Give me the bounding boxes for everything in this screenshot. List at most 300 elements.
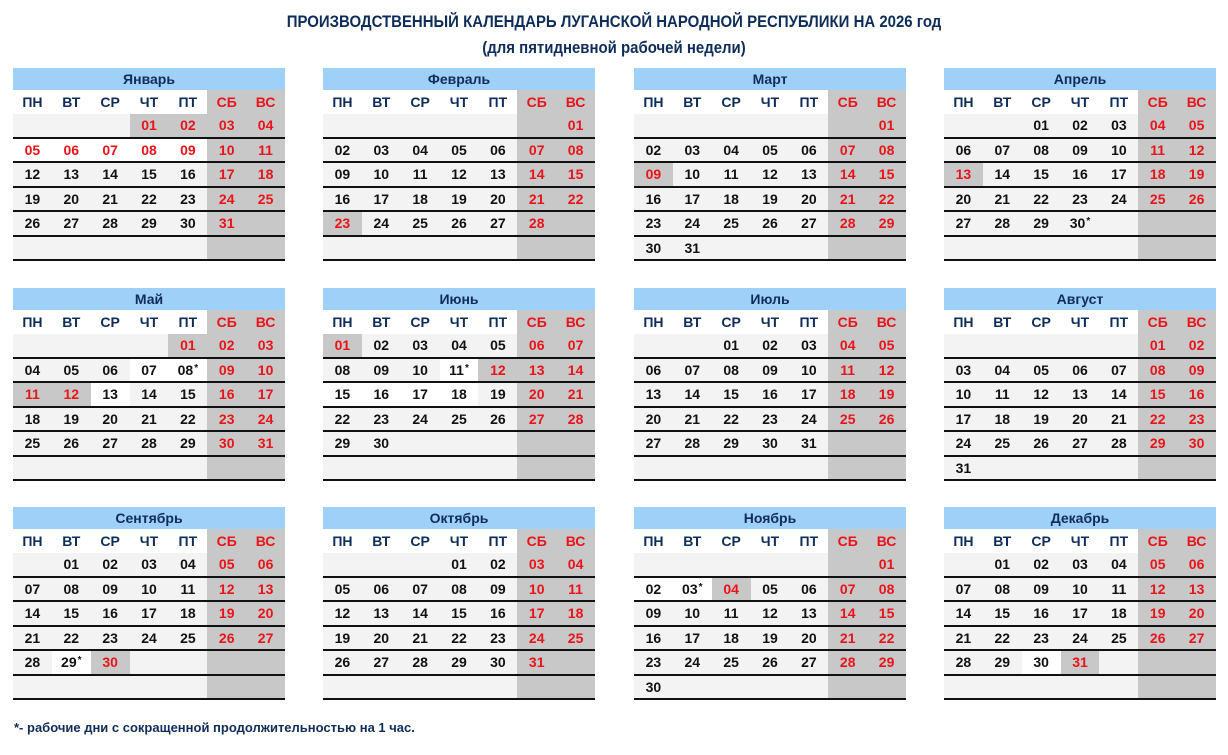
day-cell: 26 xyxy=(867,408,906,431)
day-cell: 10 xyxy=(207,139,246,162)
day-cell: 10 xyxy=(412,361,428,378)
empty-cell xyxy=(1099,676,1138,699)
day-cell: 30 xyxy=(645,239,662,256)
day-cell: 15 xyxy=(323,383,362,406)
week-row xyxy=(944,237,1216,262)
weekday-label: ПН xyxy=(953,533,974,549)
day-cell: 05 xyxy=(490,337,506,353)
empty-cell xyxy=(1099,237,1138,260)
day-cell: 18 xyxy=(412,190,428,207)
day-cell: 28 xyxy=(1111,435,1127,451)
day-cell: 01 xyxy=(130,114,169,137)
empty-cell xyxy=(207,651,246,674)
day-cell: 09 xyxy=(1177,359,1216,382)
day-cell: 30 xyxy=(1022,651,1061,674)
empty-cell xyxy=(944,237,983,260)
weekday-label: ПТ xyxy=(1109,533,1129,549)
day-cell: 15 xyxy=(994,605,1011,621)
weekday-label: СР xyxy=(721,314,741,330)
day-cell: 08 xyxy=(867,578,906,601)
day-cell: 02 xyxy=(645,141,662,158)
day-cell: 19 xyxy=(334,629,351,646)
week-row xyxy=(13,432,285,457)
empty-cell xyxy=(130,334,169,357)
week-row xyxy=(944,553,1216,578)
day-cell: 07 xyxy=(994,141,1011,158)
day-cell: 16 xyxy=(362,383,401,406)
weekday-label: СБ xyxy=(207,310,246,334)
day-cell: 21 xyxy=(828,188,867,211)
day-cell: 23 xyxy=(1177,408,1216,431)
weekday-label: СР xyxy=(100,314,120,330)
day-cell: 28 xyxy=(828,212,867,235)
day-cell: 13 xyxy=(1177,578,1216,601)
empty-cell xyxy=(168,651,207,674)
weekday-label: ВТ xyxy=(683,94,702,110)
day-cell: 06 xyxy=(102,361,118,378)
day-cell: 05 xyxy=(762,580,778,597)
empty-cell xyxy=(1138,212,1177,235)
weekday-label: ВС xyxy=(867,529,906,553)
day-cell: 23 xyxy=(645,215,662,231)
day-cell: 29 xyxy=(141,215,157,231)
weekday-label: ПН xyxy=(643,533,664,549)
week-row xyxy=(634,651,906,676)
day-cell: 12 xyxy=(762,166,778,182)
month-block xyxy=(634,68,906,261)
weekday-label: ПТ xyxy=(1109,94,1129,110)
day-cell: 13 xyxy=(801,166,817,182)
day-cell: 02 xyxy=(1033,556,1049,572)
weekday-label: ПТ xyxy=(178,94,198,110)
day-cell: 06 xyxy=(1177,553,1216,576)
weekday-label: ВТ xyxy=(62,533,81,549)
day-cell: 18 xyxy=(24,410,41,427)
day-cell: 08 xyxy=(451,580,467,597)
day-cell: 17 xyxy=(684,629,701,646)
empty-cell xyxy=(1177,457,1216,480)
weekday-label: ЧТ xyxy=(760,94,780,110)
day-cell: 22 xyxy=(141,190,157,207)
month-block xyxy=(323,68,595,261)
empty-cell xyxy=(673,114,712,137)
short-day-marker: * xyxy=(698,581,703,593)
day-cell: 07 xyxy=(517,139,556,162)
day-cell: 11* xyxy=(440,359,479,382)
day-cell: 29 xyxy=(451,654,467,670)
empty-cell xyxy=(789,114,828,137)
day-cell: 17 xyxy=(373,190,390,207)
day-cell: 03* xyxy=(673,578,712,601)
day-cell: 20 xyxy=(490,190,506,207)
day-cell: 11 xyxy=(1138,139,1177,162)
empty-cell xyxy=(440,114,479,137)
day-cell: 18 xyxy=(994,410,1011,427)
day-cell: 24 xyxy=(207,188,246,211)
day-cell: 05 xyxy=(334,580,351,597)
week-row xyxy=(13,334,285,359)
day-cell: 25 xyxy=(994,435,1011,451)
day-cell: 23 xyxy=(323,212,362,235)
day-cell: 05 xyxy=(1138,553,1177,576)
week-row xyxy=(323,408,595,433)
empty-cell xyxy=(440,432,479,455)
day-cell: 08 xyxy=(63,580,80,597)
week-row xyxy=(323,359,595,384)
day-cell: 14 xyxy=(828,602,867,625)
day-cell: 23 xyxy=(373,410,390,427)
day-cell: 21 xyxy=(556,383,595,406)
weekday-label: СР xyxy=(1031,94,1051,110)
empty-cell xyxy=(634,553,673,576)
empty-cell xyxy=(401,457,440,480)
weekday-label: ЧТ xyxy=(449,533,469,549)
week-row xyxy=(944,114,1216,139)
empty-cell xyxy=(440,237,479,260)
empty-cell xyxy=(13,237,52,260)
week-row xyxy=(634,432,906,457)
day-cell: 11 xyxy=(180,580,196,597)
day-cell: 25 xyxy=(828,408,867,431)
week-row xyxy=(634,188,906,213)
empty-cell xyxy=(207,676,246,699)
week-row xyxy=(944,432,1216,457)
day-cell: 22 xyxy=(723,410,739,427)
day-cell: 30 xyxy=(1177,432,1216,455)
week-row xyxy=(634,359,906,384)
day-cell: 07 xyxy=(130,359,169,382)
day-cell: 14 xyxy=(141,386,157,402)
weekday-label: ПН xyxy=(22,533,43,549)
empty-cell xyxy=(168,457,207,480)
month-title: Январь xyxy=(13,68,285,90)
week-row xyxy=(944,359,1216,384)
day-cell: 06 xyxy=(517,334,556,357)
day-cell: 28 xyxy=(102,215,118,231)
weekday-header-row xyxy=(944,529,1216,553)
week-row xyxy=(944,383,1216,408)
day-cell: 19 xyxy=(762,629,778,646)
day-cell: 26 xyxy=(451,215,467,231)
day-cell: 30 xyxy=(91,651,130,674)
week-row xyxy=(944,212,1216,237)
day-cell: 13 xyxy=(944,163,983,186)
day-cell: 20 xyxy=(801,190,817,207)
day-cell: 27 xyxy=(517,408,556,431)
day-cell: 01 xyxy=(723,337,739,353)
empty-cell xyxy=(91,114,130,137)
week-row xyxy=(13,237,285,262)
day-cell: 07 xyxy=(412,580,428,597)
month-title: Ноябрь xyxy=(634,507,906,529)
day-cell: 29 xyxy=(180,435,196,451)
day-cell: 13 xyxy=(63,166,80,182)
empty-cell xyxy=(52,457,91,480)
empty-cell xyxy=(91,457,130,480)
week-row xyxy=(323,457,595,482)
day-cell: 27 xyxy=(1072,435,1088,451)
empty-cell xyxy=(751,237,790,260)
day-cell: 09 xyxy=(373,361,390,378)
weekday-label: СР xyxy=(410,533,430,549)
day-cell: 15 xyxy=(723,386,739,402)
day-cell: 27 xyxy=(373,654,390,670)
day-cell: 11 xyxy=(13,383,52,406)
empty-cell xyxy=(1138,676,1177,699)
day-cell: 02 xyxy=(168,114,207,137)
week-row xyxy=(323,553,595,578)
day-cell: 23 xyxy=(490,629,506,646)
empty-cell xyxy=(362,553,401,576)
day-cell: 12 xyxy=(1033,386,1049,402)
day-cell: 19 xyxy=(24,190,41,207)
empty-cell xyxy=(867,432,906,455)
month-title: Декабрь xyxy=(944,507,1216,529)
week-row xyxy=(634,163,906,188)
weekday-header-row xyxy=(13,529,285,553)
day-cell: 26 xyxy=(334,654,351,670)
day-cell: 16 xyxy=(334,190,351,207)
day-cell: 27 xyxy=(801,215,817,231)
day-cell: 14 xyxy=(412,605,428,621)
day-cell: 10 xyxy=(684,166,701,182)
empty-cell xyxy=(712,237,751,260)
day-cell: 15 xyxy=(1033,166,1049,182)
day-cell: 28 xyxy=(412,654,428,670)
weekday-label: ВТ xyxy=(683,314,702,330)
empty-cell xyxy=(401,114,440,137)
week-row xyxy=(634,553,906,578)
weekday-label: ПН xyxy=(953,94,974,110)
day-cell: 21 xyxy=(412,629,428,646)
day-cell: 03 xyxy=(955,361,972,378)
day-cell: 09 xyxy=(1072,141,1088,158)
empty-cell xyxy=(789,237,828,260)
day-cell: 11 xyxy=(556,578,595,601)
empty-cell xyxy=(517,114,556,137)
day-cell: 19 xyxy=(1177,163,1216,186)
weekday-label: ВТ xyxy=(372,314,391,330)
empty-cell xyxy=(323,676,362,699)
empty-cell xyxy=(13,553,52,576)
weekday-label: ВТ xyxy=(372,94,391,110)
day-cell: 24 xyxy=(684,215,701,231)
day-cell: 25 xyxy=(556,627,595,650)
day-cell: 18 xyxy=(180,605,196,621)
day-cell: 26 xyxy=(1177,188,1216,211)
empty-cell xyxy=(1022,237,1061,260)
day-cell: 20 xyxy=(517,383,556,406)
day-cell: 20 xyxy=(102,410,118,427)
day-cell: 03 xyxy=(412,337,428,353)
weekday-label: ВС xyxy=(556,529,595,553)
empty-cell xyxy=(983,457,1022,480)
month-title: Август xyxy=(944,288,1216,310)
weekday-label: ПТ xyxy=(799,314,819,330)
day-cell: 26 xyxy=(207,627,246,650)
day-cell: 17 xyxy=(1072,605,1088,621)
weekday-label: ЧТ xyxy=(139,533,159,549)
day-cell: 17 xyxy=(207,163,246,186)
day-cell: 27 xyxy=(645,435,662,451)
empty-cell xyxy=(401,237,440,260)
month-title: Февраль xyxy=(323,68,595,90)
month-block xyxy=(323,288,595,481)
day-cell: 20 xyxy=(1072,410,1088,427)
weekday-label: ПН xyxy=(332,314,353,330)
day-cell: 19 xyxy=(867,383,906,406)
day-cell: 27 xyxy=(1177,627,1216,650)
empty-cell xyxy=(440,457,479,480)
day-cell: 26 xyxy=(1033,435,1049,451)
empty-cell xyxy=(712,114,751,137)
empty-cell xyxy=(246,457,285,480)
weekday-header-row xyxy=(634,90,906,114)
day-cell: 07 xyxy=(684,361,701,378)
weekday-label: ПН xyxy=(643,314,664,330)
empty-cell xyxy=(712,553,751,576)
empty-cell xyxy=(556,212,595,235)
month-block xyxy=(13,507,285,700)
day-cell: 10 xyxy=(246,359,285,382)
day-cell: 12 xyxy=(334,605,351,621)
empty-cell xyxy=(168,676,207,699)
day-cell: 12 xyxy=(762,605,778,621)
day-cell: 04 xyxy=(556,553,595,576)
weekday-label: ВТ xyxy=(993,314,1012,330)
day-cell: 22 xyxy=(867,627,906,650)
day-cell: 30 xyxy=(762,435,778,451)
day-cell: 05 xyxy=(451,141,467,158)
empty-cell xyxy=(517,237,556,260)
day-cell: 31 xyxy=(207,212,246,235)
weekday-label: СБ xyxy=(1138,310,1177,334)
day-cell: 30 xyxy=(207,432,246,455)
week-row xyxy=(944,139,1216,164)
weekday-label: СБ xyxy=(207,90,246,114)
day-cell: 16 xyxy=(1033,605,1049,621)
day-cell: 10 xyxy=(1072,580,1088,597)
week-row xyxy=(323,602,595,627)
day-cell: 07 xyxy=(91,139,130,162)
day-cell: 12 xyxy=(1138,578,1177,601)
weekday-label: ВТ xyxy=(372,533,391,549)
empty-cell xyxy=(944,553,983,576)
empty-cell xyxy=(517,457,556,480)
day-cell: 18 xyxy=(440,383,479,406)
day-cell: 09 xyxy=(762,361,778,378)
weekday-label: ЧТ xyxy=(1070,533,1090,549)
weekday-label: ВС xyxy=(1177,529,1216,553)
day-cell: 12 xyxy=(24,166,41,182)
week-row xyxy=(944,651,1216,676)
empty-cell xyxy=(52,334,91,357)
day-cell: 07 xyxy=(24,580,41,597)
day-cell: 12 xyxy=(478,359,517,382)
day-cell: 12 xyxy=(52,383,91,406)
day-cell: 14 xyxy=(24,605,41,621)
day-cell: 23 xyxy=(645,654,662,670)
day-cell: 22 xyxy=(63,629,80,646)
day-cell: 19 xyxy=(63,410,80,427)
day-cell: 02 xyxy=(490,556,506,572)
day-cell: 15 xyxy=(180,386,196,402)
day-cell: 02 xyxy=(1072,117,1088,133)
month-block xyxy=(13,68,285,261)
weekday-label: СБ xyxy=(828,90,867,114)
empty-cell xyxy=(1022,334,1061,357)
week-row xyxy=(634,408,906,433)
day-cell: 05 xyxy=(63,361,80,378)
empty-cell xyxy=(323,553,362,576)
empty-cell xyxy=(556,432,595,455)
day-cell: 24 xyxy=(684,654,701,670)
day-cell: 31 xyxy=(246,432,285,455)
week-row xyxy=(944,578,1216,603)
day-cell: 11 xyxy=(412,166,428,182)
week-row xyxy=(323,139,595,164)
month-block xyxy=(13,288,285,481)
empty-cell xyxy=(323,237,362,260)
week-row xyxy=(323,432,595,457)
day-cell: 03 xyxy=(207,114,246,137)
day-cell: 01 xyxy=(1033,117,1049,133)
empty-cell xyxy=(323,457,362,480)
short-day-marker: * xyxy=(77,655,82,666)
empty-cell xyxy=(867,457,906,480)
week-row xyxy=(944,163,1216,188)
day-cell: 19 xyxy=(1138,602,1177,625)
day-cell: 18 xyxy=(1111,605,1127,621)
empty-cell xyxy=(246,651,285,674)
weekday-label: СР xyxy=(100,94,120,110)
weekday-label: СР xyxy=(721,94,741,110)
day-cell: 01 xyxy=(1138,334,1177,357)
day-cell: 18 xyxy=(828,383,867,406)
day-cell: 01 xyxy=(867,114,906,137)
day-cell: 08 xyxy=(1033,141,1049,158)
day-cell: 04 xyxy=(994,361,1011,378)
day-cell: 21 xyxy=(141,410,157,427)
empty-cell xyxy=(828,457,867,480)
day-cell: 20 xyxy=(645,410,662,427)
week-row xyxy=(323,651,595,676)
day-cell: 04 xyxy=(451,337,467,353)
month-block xyxy=(634,507,906,700)
day-cell: 15 xyxy=(867,602,906,625)
day-cell: 28 xyxy=(141,435,157,451)
day-cell: 26 xyxy=(762,215,778,231)
day-cell: 15 xyxy=(867,163,906,186)
day-cell: 30 xyxy=(180,215,196,231)
week-row xyxy=(634,114,906,139)
day-cell: 20 xyxy=(801,629,817,646)
weekday-label: СБ xyxy=(517,90,556,114)
day-cell: 16 xyxy=(762,386,778,402)
day-cell: 15 xyxy=(63,605,80,621)
day-cell: 26 xyxy=(24,215,41,231)
day-cell: 17 xyxy=(684,190,701,207)
footnote: *- рабочие дни с сокращенной продолжительностью на 1 час. xyxy=(14,720,415,735)
empty-cell xyxy=(673,334,712,357)
day-cell: 16 xyxy=(1177,383,1216,406)
day-cell: 28 xyxy=(556,408,595,431)
day-cell: 19 xyxy=(490,386,506,402)
empty-cell xyxy=(673,676,712,699)
day-cell: 13 xyxy=(246,578,285,601)
day-cell: 08 xyxy=(334,361,351,378)
day-cell: 31 xyxy=(801,435,817,451)
